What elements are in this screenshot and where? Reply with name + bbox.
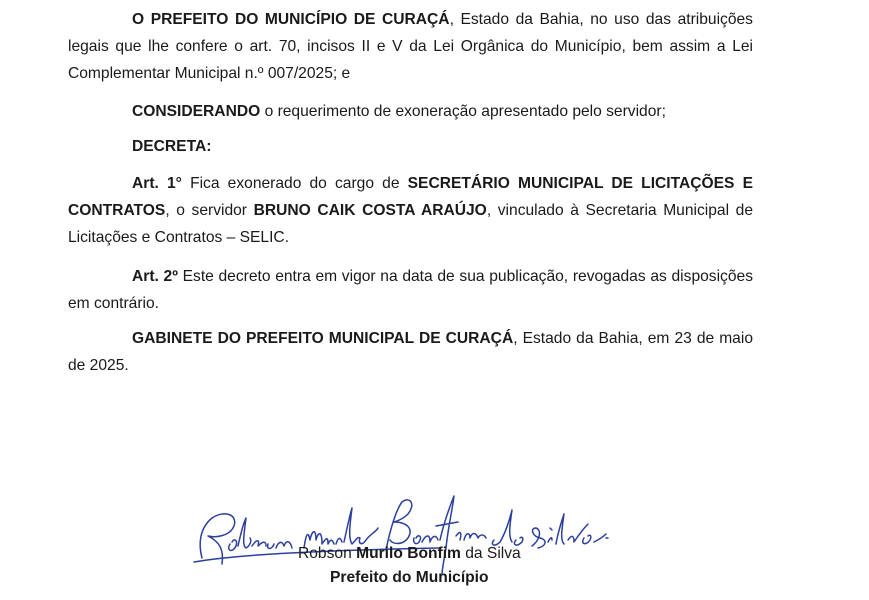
closing-paragraph	[68, 325, 753, 379]
considerando-lead: CONSIDERANDO	[132, 103, 261, 120]
signatory-title: Prefeito do Município	[330, 569, 489, 586]
article-1-servant-name: BRUNO CAIK COSTA ARAÚJO	[253, 202, 487, 219]
article-1-text-b: , o servidor	[165, 202, 254, 219]
article-1-role: SECRETÁRIO MUNICIPAL DE LICITAÇÕES E CONTRATOS	[68, 175, 753, 219]
preamble-paragraph	[68, 6, 753, 87]
article-1-label: Art. 1°	[132, 175, 182, 192]
closing-lead: GABINETE DO PREFEITO MUNICIPAL DE CURAÇÁ	[132, 330, 514, 347]
article-1-text-c: , vinculado à Secretaria Municipal de Licitações e Contratos – SELIC.	[68, 202, 754, 246]
article-2-label: Art. 2º	[132, 268, 178, 285]
considerando-text: o requerimento de exoneração apresentado pelo servidor;	[260, 103, 666, 120]
preamble-text: , Estado da Bahia, no uso das atribuições legais que lhe confere o art. 70, incisos II e V da Lei Orgânica do Município, bem assim a Lei Complementar Municipal n.º 007/2025; e	[68, 11, 753, 82]
article-2-text: Este decreto entra em vigor na data de sua publicação, revogadas as disposições em contrário.	[68, 268, 753, 312]
article-1-text-a: Fica exonerado do cargo de	[181, 175, 408, 192]
closing-text: , Estado da Bahia, em 23 de maio de 2025.	[68, 330, 753, 374]
signature-block	[180, 488, 620, 598]
signatory-name: Robson Murilo Bonfim da Silva	[298, 545, 521, 562]
considerando-paragraph	[68, 98, 753, 125]
decreta-heading: DECRETA:	[132, 138, 212, 155]
article-2-paragraph	[68, 263, 753, 317]
article-1-paragraph	[68, 170, 753, 251]
preamble-lead: O PREFEITO DO MUNICÍPIO DE CURAÇÁ	[132, 11, 450, 28]
